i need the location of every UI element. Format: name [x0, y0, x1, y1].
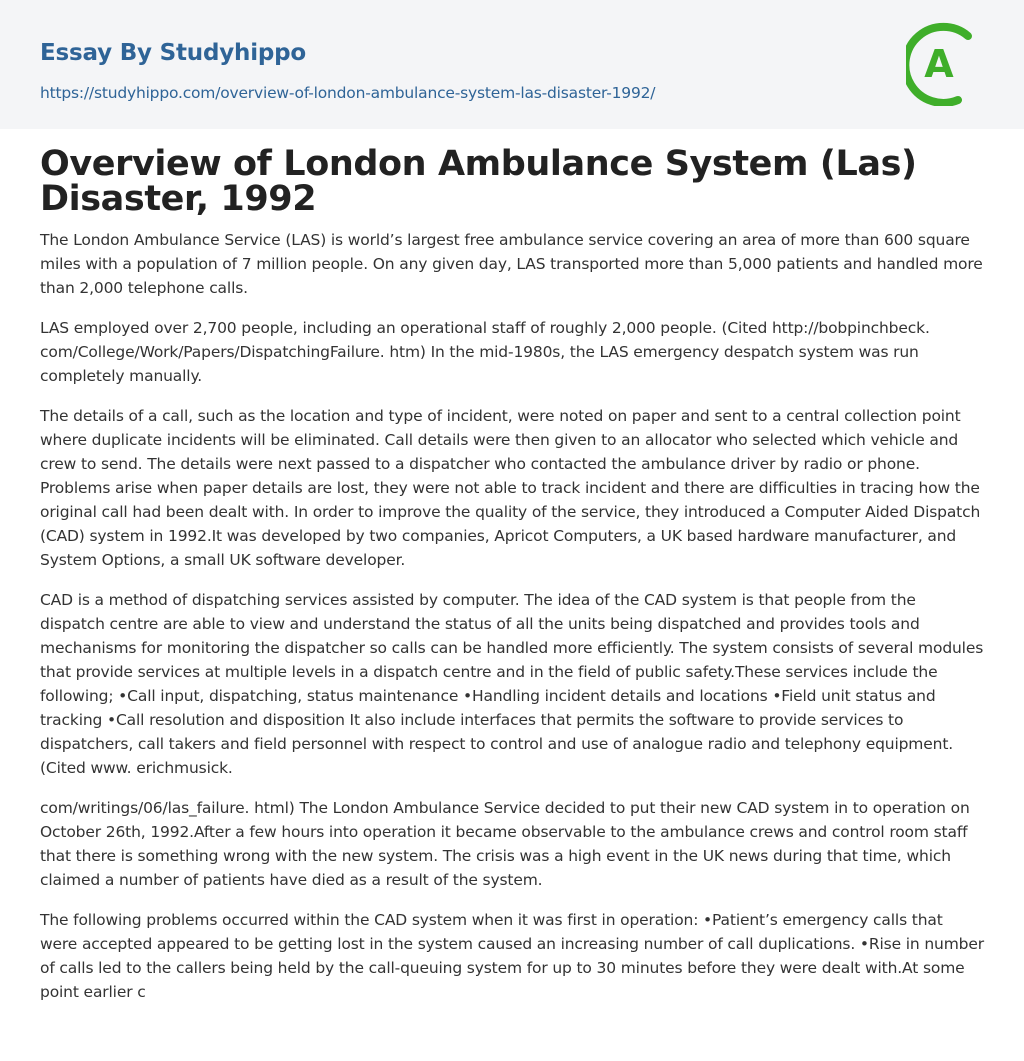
source-url-link[interactable]: https://studyhippo.com/overview-of-london-ambulance-system-las-disaster-1992/ [40, 84, 656, 102]
site-brand[interactable]: Essay By Studyhippo [40, 40, 307, 66]
article-paragraph: The London Ambulance Service (LAS) is world’s largest free ambulance service covering an area of more than 600 square miles with a population of 7 million people. On any given day, LAS transported more than 5,000 patients and handled more than 2,000 telephone calls. [40, 231, 983, 297]
site-header [0, 0, 1024, 129]
studyhippo-logo-icon[interactable] [906, 18, 990, 106]
logo-letter: A [924, 42, 954, 86]
article-body [0, 144, 1024, 1004]
article-paragraph: CAD is a method of dispatching services assisted by computer. The idea of the CAD system is that people from the dispatch centre are able to view and understand the status of all the units being dispatched and provides tools and mechanisms for monitoring the dispatcher so calls can be handled more efficiently. The system consists of several modules that provide services at multiple levels in a dispatch centre and in the field of public safety.These services include the following; •Call input, dispatching, status maintenance •Handling incident details and locations •Field unit status and tracking •Call resolution and disposition It also include interfaces that permits the software to provide services to dispatchers, call takers and field personnel with respect to control and use of analogue radio and telephony equipment. (Cited www. erichmusick. [40, 591, 984, 777]
article-paragraph: com/writings/06/las_failure. html) The London Ambulance Service decided to put their new CAD system in to operation on October 26th, 1992.After a few hours into operation it became observable to the ambulance crews and control room staff that there is something wrong with the new system. The crisis was a high event in the UK news during that time, which claimed a number of patients have died as a result of the system. [40, 799, 970, 889]
article-paragraph: The details of a call, such as the location and type of incident, were noted on paper and sent to a central collection point where duplicate incidents will be eliminated. Call details were then given to an allocator who selected which vehicle and crew to send. The details were next passed to a dispatcher who contacted the ambulance driver by radio or phone. Problems arise when paper details are lost, they were not able to track incident and there are difficulties in tracing how the original call had been dealt with. In order to improve the quality of the service, they introduced a Computer Aided Dispatch (CAD) system in 1992.It was developed by two companies, Apricot Computers, a UK based hardware manufacturer, and System Options, a small UK software developer. [40, 407, 981, 569]
page-title: Overview of London Ambulance System (Las) Disaster, 1992 [40, 144, 917, 219]
article-paragraph: LAS employed over 2,700 people, including an operational staff of roughly 2,000 people. (Cited http://bobpinchbeck. com/College/Work/Papers/DispatchingFailure. htm) In the mid-1980s, the LAS emergency despatch system was run completely manually. [40, 319, 930, 385]
article-paragraph: The following problems occurred within the CAD system when it was first in operation: •Patient’s emergency calls that were accepted appeared to be getting lost in the system caused an increasing number of call duplications. •Rise in number of calls led to the callers being held by the call-queuing system for up to 30 minutes before they were dealt with.At some point earlier c [40, 911, 984, 1001]
